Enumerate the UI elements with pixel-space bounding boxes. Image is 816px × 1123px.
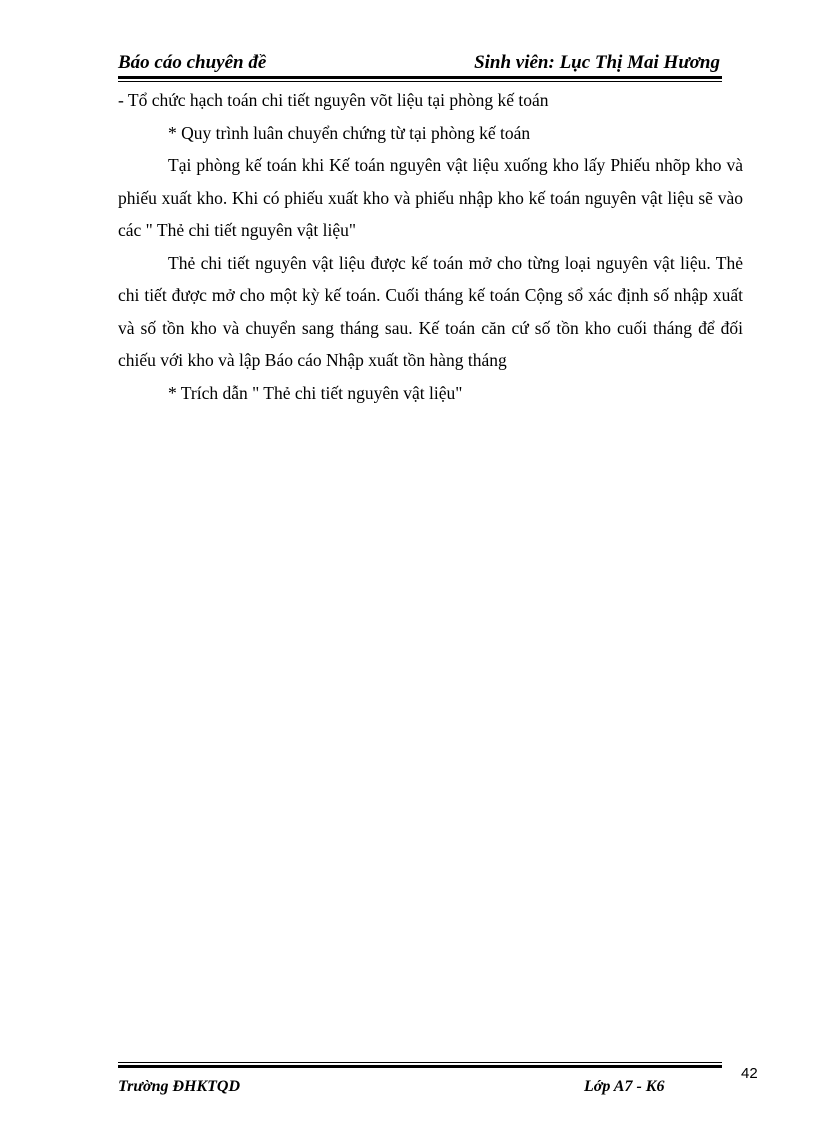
header-student-name: Sinh viên: Lục Thị Mai Hương (474, 52, 720, 73)
paragraph-detail-card: Thẻ chi tiết nguyên vật liệu được kế toán mở cho từng loại nguyên vật liệu. Thẻ chi tiết được mở cho một kỳ kế toán. Cuối tháng kế toán Cộng sổ xác định số nhập xuất và số tồn kho và chuyển sang tháng sau. Kế toán căn cứ số tồn kho cuối tháng để đối chiếu với kho và lập Báo cáo Nhập xuất tồn hàng tháng (118, 252, 743, 370)
paragraph-quote-heading: * Trích dẫn " Thẻ chi tiết nguyên vật liệu" (168, 382, 463, 403)
paragraph-organization: - Tổ chức hạch toán chi tiết nguyên võt liệu tại phòng kế toán (118, 90, 549, 110)
header-rule-thick (118, 76, 722, 79)
header-rule-thin (118, 81, 722, 82)
page-header (118, 50, 722, 76)
page-footer (118, 1074, 722, 1100)
header-report-title: Báo cáo chuyên đề (118, 52, 267, 73)
page-number: 42 (741, 1065, 758, 1082)
document-body (118, 84, 743, 409)
paragraph-procedure-detail: Tại phòng kế toán khi Kế toán nguyên vật liệu xuống kho lấy Phiếu nhõp kho và phiếu xuất kho. Khi có phiếu xuất kho và phiếu nhập kho kế toán nguyên vật liệu sẽ vào các " Thẻ chi tiết nguyên vật liệu" (118, 155, 743, 240)
footer-rule-thin (118, 1062, 722, 1063)
paragraph-procedure-heading: * Quy trình luân chuyển chứng từ tại phòng kế toán (168, 122, 531, 143)
footer-school: Trường ĐHKTQD (118, 1078, 241, 1095)
footer-rule-thick (118, 1065, 722, 1068)
footer-class: Lớp A7 - K6 (584, 1078, 665, 1095)
